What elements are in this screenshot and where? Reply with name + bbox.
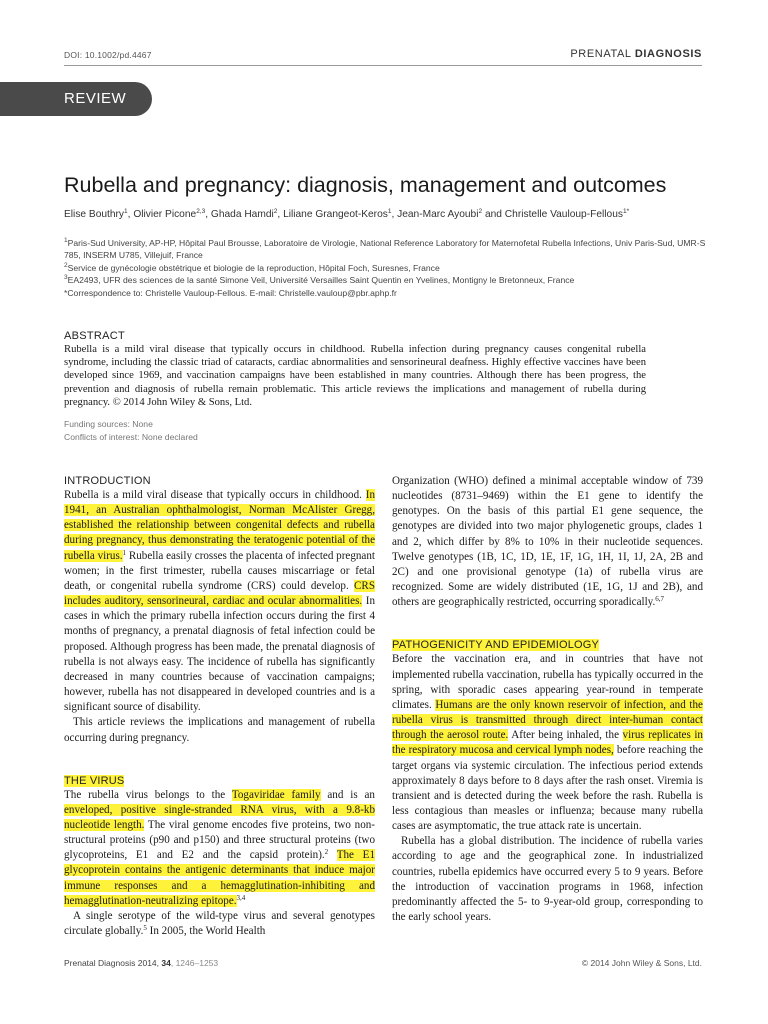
author-affil-ref: 2,3 bbox=[196, 208, 206, 215]
text-run: The rubella virus belongs to the bbox=[64, 788, 232, 801]
right-column bbox=[392, 474, 703, 925]
citation-ref: 1 bbox=[122, 548, 127, 557]
section-tab bbox=[0, 82, 152, 116]
highlighted-text: enveloped, positive single-stranded RNA virus, with a 9.8-kb nucleotide length. bbox=[64, 803, 375, 831]
author: Elise Bouthry bbox=[64, 209, 125, 220]
section-heading-virus bbox=[64, 774, 375, 788]
author-list: Elise Bouthry$^1$, Olivier Picone$^{2,3}$, Ghada Hamdi$^2$, Liliane Grangeot-Keros$^1$, Jean-Marc Ayoubi$^2$ and Christelle Vauloup-Fellous$^{1*}$ bbox=[64, 208, 630, 220]
text-run: Organization (WHO) defined a minimal acceptable window of 739 nucleotides (8731–9469) within the E1 gene to identify the genotypes. On the basis of this partial E1 gene sequence, the genotypes are divided into two major phylogenetic groups, clades 1 and 2, which differ by 8% to 10% in their nucleotide sequences. Twelve genotypes (1B, 1C, 1D, 1E, 1F, 1G, 1H, 1I, 1J, 2A, 2B and 2C) and one provisional genotype (1a) of rubella virus are recognized. Some are widely distributed (1E, 1G, 1J and 2B), and others are geographically restricted, occurring sporadically. bbox=[392, 475, 703, 609]
author-affil-ref: 1 bbox=[387, 208, 392, 215]
text-run: A single serotype of the wild-type virus and several genotypes circulate globally. bbox=[64, 909, 375, 938]
affiliation bbox=[64, 237, 714, 262]
doi-label: DOI: 10.1002/pd.4467 bbox=[64, 50, 152, 60]
highlighted-text: Humans are the only known reservoir of infection, and the rubella virus is transmitted through direct inter-human contact through the aerosol route. bbox=[392, 698, 703, 742]
citation-ref: 3,4 bbox=[236, 893, 246, 902]
highlighted-text: CRS includes auditory, sensorineural, cardiac and ocular abnormalities. bbox=[64, 579, 375, 608]
conflicts-of-interest: Conflicts of interest: None declared bbox=[64, 432, 198, 442]
affiliation bbox=[64, 262, 714, 274]
virus-paragraph bbox=[64, 788, 375, 909]
text-run: In 2005, the World Health bbox=[146, 925, 266, 938]
text-run: In cases in which the primary rubella infection occurs during the first 4 months of pregnancy, a prenatal diagnosis of fetal infection could be proposed. Although progress has been made, the prenatal diagnosis of rubella is not always easy. The incidence of rubella has significantly decreased in many countries because of vaccination campaigns; however, rubella has not disappeared in developed countries and is a significant source of disability. bbox=[64, 595, 376, 714]
journal-name-header bbox=[570, 48, 702, 60]
intro-paragraph: This article reviews the implications and management of rubella occurring during pregnancy. bbox=[64, 716, 375, 744]
affiliation-number: 3 bbox=[64, 274, 68, 282]
section-tab-label: REVIEW bbox=[64, 90, 127, 107]
text-run: The viral genome encodes five proteins, two non-structural proteins (p90 and p150) and three structural proteins (two glycoproteins, E1 and E2 and the capsid protein). bbox=[64, 818, 376, 862]
authors-and: and bbox=[484, 209, 502, 220]
article-title: Rubella and pregnancy: diagnosis, management and outcomes bbox=[64, 173, 667, 197]
intro-paragraph bbox=[64, 488, 375, 715]
author: Ghada Hamdi bbox=[210, 209, 274, 220]
correspondence-text: *Correspondence to: Christelle Vauloup-Fellous. E-mail: Christelle.vauloup@pbr.aphp.fr bbox=[64, 287, 397, 298]
footer-year: 2014, bbox=[137, 958, 160, 968]
highlighted-heading: PATHOGENICITY AND EPIDEMIOLOGY bbox=[392, 639, 600, 652]
text-run: and is an bbox=[320, 788, 375, 801]
highlighted-text: In 1941, an Australian ophthalmologist, Norman McAlister Gregg, established the relationship between congenital defects and rubella during pregnancy, thus demonstrating the teratogenic potential of the rubella virus. bbox=[64, 489, 375, 562]
header-rule bbox=[64, 65, 702, 66]
section-heading-introduction: INTRODUCTION bbox=[64, 475, 151, 487]
footer-copyright: © 2014 John Wiley & Sons, Ltd. bbox=[581, 958, 702, 968]
highlighted-text: The E1 glycoprotein contains the antigenic determinants that induce major immune responses and a hemagglutination-inhibiting and hemagglutination-neutralizing epitope. bbox=[64, 849, 375, 907]
abstract-heading: ABSTRACT bbox=[64, 330, 126, 342]
affiliations bbox=[64, 237, 714, 299]
author: Jean-Marc Ayoubi bbox=[397, 209, 479, 220]
affiliation-text: Service de gynécologie obstétrique et biologie de la reproduction, Hôpital Foch, Suresnes, France bbox=[67, 262, 440, 273]
citation-ref: 5 bbox=[143, 924, 147, 933]
footer-pages: , 1246–1253 bbox=[170, 958, 219, 968]
affiliation bbox=[64, 274, 714, 286]
highlighted-heading: THE VIRUS bbox=[64, 774, 125, 787]
author: Liliane Grangeot-Keros bbox=[283, 209, 388, 220]
section-heading-pathogenicity bbox=[392, 638, 703, 652]
text-run: Before the vaccination era, and in countries that have not implemented rubella vaccination, rubella has typically occurred in the spring, with sporadic cases appearing year-round in temperate climates. bbox=[392, 653, 703, 711]
text-run: After being inhaled, the bbox=[508, 729, 623, 742]
journal-name-prefix: PRENATAL bbox=[570, 48, 632, 60]
footer-citation bbox=[64, 958, 218, 968]
author-affil-ref: 1* bbox=[622, 208, 630, 215]
affiliation-text: EA2493, UFR des sciences de la santé Simone Veil, Université Versailles Saint Quentin en Yvelines, Montigny le Bretonneux, France bbox=[67, 275, 575, 286]
affiliation-number: 1 bbox=[64, 237, 68, 244]
citation-ref: 2 bbox=[324, 848, 329, 857]
affiliation-number: 2 bbox=[64, 261, 68, 269]
author: Olivier Picone bbox=[133, 209, 197, 220]
journal-name-bold: DIAGNOSIS bbox=[634, 48, 702, 60]
highlighted-text: virus replicates in the respiratory mucosa and cervical lymph nodes, bbox=[392, 729, 703, 757]
genotype-paragraph bbox=[392, 474, 703, 610]
footer-journal: Prenatal Diagnosis bbox=[64, 958, 136, 968]
text-run: before reaching the target organs via systemic circulation. The infectious period extends approximately 8 days before to 8 days after the rash onset. Viremia is transient and is detected during the week before the rash. Rubella is less contagious than measles or influenza; because many rubella cases are asymptomatic, the true attack rate is uncertain. bbox=[392, 744, 703, 833]
pathogenicity-paragraph bbox=[392, 652, 703, 834]
abstract-text: Rubella is a mild viral disease that typically occurs in childhood. Rubella infection during pregnancy causes congenital rubella syndrome, including the classic triad of cataracts, cardiac abnormalities and sensorineural deafness. Highly effective vaccines have been developed since 1969, and vaccination campaigns have been established in many countries. Although there has been progress, the prevention and diagnosis of rubella remain problematic. This article reviews the implications and management of rubella during pregnancy. © 2014 John Wiley & Sons, Ltd. bbox=[64, 344, 646, 408]
text-run: Rubella is a mild viral disease that typically occurs in childhood. bbox=[64, 489, 366, 501]
footer-volume: 34 bbox=[161, 958, 171, 968]
funding-sources: Funding sources: None bbox=[64, 419, 153, 429]
epidemiology-paragraph: Rubella has a global distribution. The incidence of rubella varies according to age and the geographical zone. In industrialized countries, rubella epidemics have occurred every 5 to 9 years. Before the introduction of vaccination programs in 1968, infection predominantly affected the 5- to 9-year-old group, corresponding to the early school years. bbox=[392, 835, 703, 924]
author-affil-ref: 1 bbox=[124, 208, 128, 215]
citation-ref: 6,7 bbox=[655, 595, 665, 604]
article-meta bbox=[64, 418, 198, 444]
correspondence bbox=[64, 287, 714, 299]
virus-paragraph bbox=[64, 909, 375, 939]
affiliation-text: Paris-Sud University, AP-HP, Hôpital Paul Brousse, Laboratoire de Virologie, National Reference Laboratory for Maternofetal Rubella Infections, Univ Paris-Sud, UMR-S 785, INSERM U785, Villejuif, France bbox=[64, 238, 706, 261]
author-affil-ref: 2 bbox=[273, 208, 278, 215]
author-affil-ref: 2 bbox=[478, 208, 483, 215]
left-column bbox=[64, 474, 375, 939]
author: Christelle Vauloup-Fellous bbox=[504, 209, 623, 220]
text-run: Rubella easily crosses the placenta of infected pregnant women; in the first trimester, rubella causes miscarriage or fetal death, or congenital rubella syndrome (CRS) could develop. bbox=[64, 549, 375, 592]
highlighted-text: Togaviridae family bbox=[231, 788, 321, 801]
